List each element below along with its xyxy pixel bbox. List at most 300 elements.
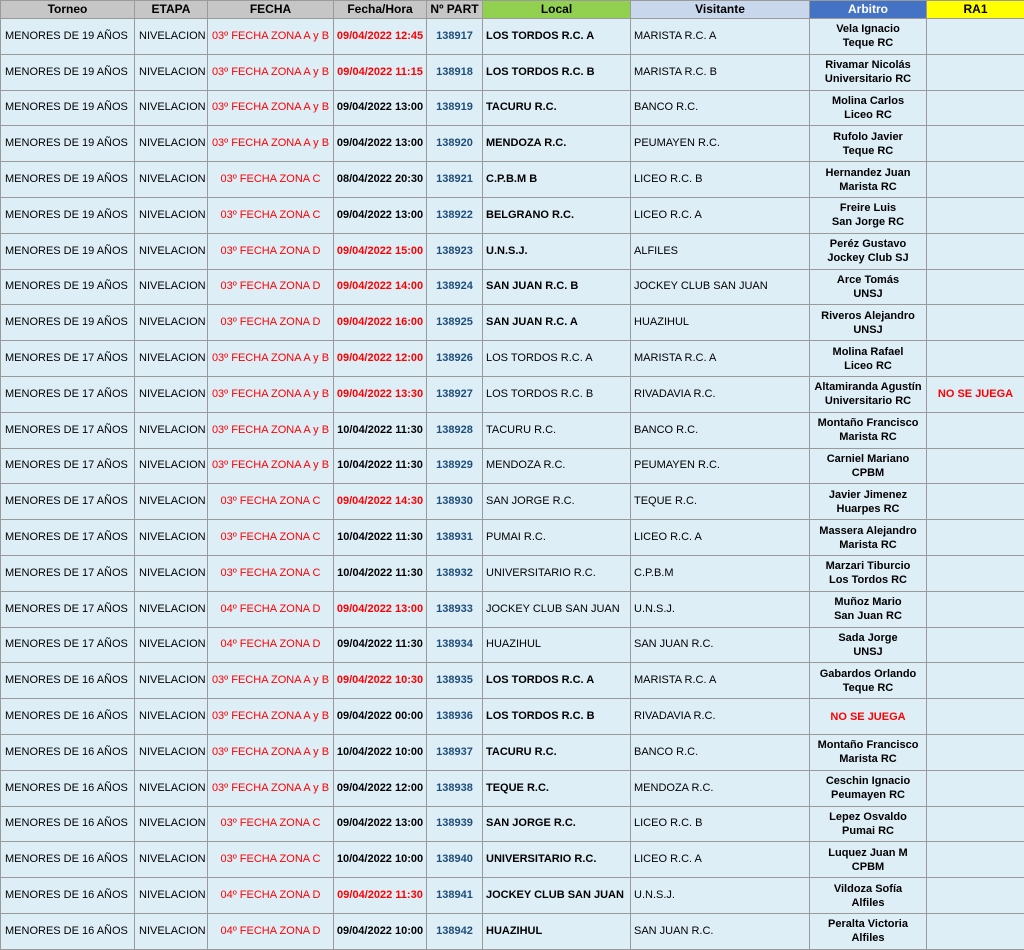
arbitro-name: Javier Jimenez	[810, 488, 926, 502]
table-row	[1, 376, 1024, 412]
cell-visitante[interactable]: RIVADAVIA R.C.	[631, 699, 810, 735]
cell-ra1[interactable]	[927, 126, 1024, 162]
cell-local[interactable]: HUAZIHUL	[483, 627, 631, 663]
arbitro-club: Universitario RC	[810, 394, 926, 408]
cell-local[interactable]: JOCKEY CLUB SAN JUAN	[483, 591, 631, 627]
cell-nro-part[interactable]: 138928	[427, 412, 483, 448]
cell-ra1[interactable]: NO SE JUEGA	[927, 376, 1024, 412]
cell-arbitro[interactable]	[810, 54, 927, 90]
cell-fecha-hora[interactable]: 09/04/2022 15:00	[334, 233, 427, 269]
arbitro-name: Massera Alejandro	[810, 524, 926, 538]
cell-fecha-hora[interactable]: 09/04/2022 11:30	[334, 627, 427, 663]
cell-local[interactable]: LOS TORDOS R.C. A	[483, 663, 631, 699]
cell-fecha[interactable]: 03º FECHA ZONA D	[208, 233, 334, 269]
cell-fecha[interactable]: 03º FECHA ZONA D	[208, 269, 334, 305]
cell-nro-part[interactable]: 138923	[427, 233, 483, 269]
cell-visitante[interactable]: LICEO R.C. A	[631, 197, 810, 233]
cell-ra1[interactable]	[927, 54, 1024, 90]
cell-ra1[interactable]	[927, 842, 1024, 878]
cell-local[interactable]: LOS TORDOS R.C. B	[483, 54, 631, 90]
table-row	[1, 305, 1024, 341]
cell-arbitro[interactable]	[810, 913, 927, 949]
cell-ra1[interactable]	[927, 913, 1024, 949]
cell-visitante[interactable]: ALFILES	[631, 233, 810, 269]
arbitro-name: Rivamar Nicolás	[810, 58, 926, 72]
arbitro-club: Universitario RC	[810, 72, 926, 86]
arbitro-club: UNSJ	[810, 287, 926, 301]
arbitro-club: Jockey Club SJ	[810, 251, 926, 265]
cell-torneo[interactable]: MENORES DE 19 AÑOS	[1, 19, 135, 55]
cell-visitante[interactable]: MARISTA R.C. A	[631, 663, 810, 699]
cell-fecha[interactable]: 03º FECHA ZONA A y B	[208, 90, 334, 126]
table-row	[1, 233, 1024, 269]
cell-ra1[interactable]	[927, 555, 1024, 591]
cell-visitante[interactable]: LICEO R.C. A	[631, 842, 810, 878]
arbitro-club: Alfiles	[810, 931, 926, 945]
cell-ra1[interactable]	[927, 162, 1024, 198]
cell-local[interactable]: MENDOZA R.C.	[483, 448, 631, 484]
arbitro-name: Vildoza Sofía	[810, 882, 926, 896]
cell-fecha-hora[interactable]: 09/04/2022 14:30	[334, 484, 427, 520]
cell-fecha-hora[interactable]: 10/04/2022 11:30	[334, 448, 427, 484]
table-row	[1, 591, 1024, 627]
cell-local[interactable]: TEQUE R.C.	[483, 770, 631, 806]
table-row	[1, 699, 1024, 735]
cell-arbitro[interactable]	[810, 699, 927, 735]
cell-nro-part[interactable]: 138922	[427, 197, 483, 233]
arbitro-club: Marista RC	[810, 538, 926, 552]
arbitro-name: Peralta Victoria	[810, 917, 926, 931]
cell-etapa[interactable]: NIVELACION	[135, 19, 208, 55]
cell-nro-part[interactable]: 138942	[427, 913, 483, 949]
cell-torneo[interactable]: MENORES DE 17 AÑOS	[1, 484, 135, 520]
cell-etapa[interactable]: NIVELACION	[135, 412, 208, 448]
cell-etapa[interactable]: NIVELACION	[135, 162, 208, 198]
cell-nro-part[interactable]: 138925	[427, 305, 483, 341]
cell-etapa[interactable]: NIVELACION	[135, 591, 208, 627]
cell-local[interactable]: SAN JORGE R.C.	[483, 484, 631, 520]
arbitro-club: Alfiles	[810, 896, 926, 910]
arbitro-name: Luquez Juan M	[810, 846, 926, 860]
cell-etapa[interactable]: NIVELACION	[135, 376, 208, 412]
table-row	[1, 412, 1024, 448]
table-row	[1, 19, 1024, 55]
cell-nro-part[interactable]: 138941	[427, 878, 483, 914]
cell-arbitro[interactable]	[810, 269, 927, 305]
cell-ra1[interactable]	[927, 806, 1024, 842]
cell-local[interactable]: JOCKEY CLUB SAN JUAN	[483, 878, 631, 914]
table-row	[1, 520, 1024, 556]
cell-fecha-hora[interactable]: 08/04/2022 20:30	[334, 162, 427, 198]
arbitro-club: CPBM	[810, 860, 926, 874]
cell-visitante[interactable]: U.N.S.J.	[631, 878, 810, 914]
cell-torneo[interactable]: MENORES DE 19 AÑOS	[1, 54, 135, 90]
cell-local[interactable]: BELGRANO R.C.	[483, 197, 631, 233]
table-row	[1, 126, 1024, 162]
cell-fecha[interactable]: 04º FECHA ZONA D	[208, 591, 334, 627]
cell-fecha[interactable]: 03º FECHA ZONA A y B	[208, 699, 334, 735]
cell-torneo[interactable]: MENORES DE 19 AÑOS	[1, 162, 135, 198]
cell-torneo[interactable]: MENORES DE 17 AÑOS	[1, 448, 135, 484]
cell-ra1[interactable]	[927, 412, 1024, 448]
cell-fecha-hora[interactable]: 10/04/2022 11:30	[334, 520, 427, 556]
cell-fecha-hora[interactable]: 09/04/2022 12:00	[334, 341, 427, 377]
table-row	[1, 806, 1024, 842]
table-row	[1, 555, 1024, 591]
cell-torneo[interactable]: MENORES DE 19 AÑOS	[1, 90, 135, 126]
cell-nro-part[interactable]: 138935	[427, 663, 483, 699]
cell-visitante[interactable]: BANCO R.C.	[631, 90, 810, 126]
cell-etapa[interactable]: NIVELACION	[135, 305, 208, 341]
cell-local[interactable]: SAN JORGE R.C.	[483, 806, 631, 842]
header-torneo[interactable]: Torneo	[1, 1, 135, 19]
cell-visitante[interactable]: PEUMAYEN R.C.	[631, 448, 810, 484]
cell-arbitro[interactable]	[810, 90, 927, 126]
cell-fecha-hora[interactable]: 09/04/2022 00:00	[334, 699, 427, 735]
cell-ra1[interactable]	[927, 699, 1024, 735]
arbitro-name: Hernandez Juan	[810, 166, 926, 180]
cell-ra1[interactable]	[927, 233, 1024, 269]
cell-fecha[interactable]: 03º FECHA ZONA C	[208, 162, 334, 198]
header-ra1[interactable]: RA1	[927, 1, 1024, 19]
cell-torneo[interactable]: MENORES DE 16 AÑOS	[1, 878, 135, 914]
cell-fecha[interactable]: 03º FECHA ZONA A y B	[208, 126, 334, 162]
cell-visitante[interactable]: RIVADAVIA R.C.	[631, 376, 810, 412]
cell-fecha-hora[interactable]: 09/04/2022 11:30	[334, 878, 427, 914]
cell-fecha-hora[interactable]: 09/04/2022 13:00	[334, 126, 427, 162]
cell-ra1[interactable]	[927, 341, 1024, 377]
cell-torneo[interactable]: MENORES DE 16 AÑOS	[1, 699, 135, 735]
cell-visitante[interactable]: TEQUE R.C.	[631, 484, 810, 520]
cell-fecha[interactable]: 03º FECHA ZONA A y B	[208, 448, 334, 484]
cell-ra1[interactable]	[927, 627, 1024, 663]
cell-fecha[interactable]: 03º FECHA ZONA C	[208, 806, 334, 842]
cell-visitante[interactable]: BANCO R.C.	[631, 734, 810, 770]
arbitro-name: Peréz Gustavo	[810, 237, 926, 251]
cell-etapa[interactable]: NIVELACION	[135, 197, 208, 233]
cell-nro-part[interactable]: 138936	[427, 699, 483, 735]
cell-ra1[interactable]	[927, 197, 1024, 233]
cell-arbitro[interactable]	[810, 162, 927, 198]
table-row	[1, 734, 1024, 770]
cell-visitante[interactable]: LICEO R.C. B	[631, 162, 810, 198]
cell-local[interactable]: UNIVERSITARIO R.C.	[483, 555, 631, 591]
cell-local[interactable]: TACURU R.C.	[483, 90, 631, 126]
cell-fecha[interactable]: 03º FECHA ZONA A y B	[208, 734, 334, 770]
cell-torneo[interactable]: MENORES DE 16 AÑOS	[1, 913, 135, 949]
cell-etapa[interactable]: NIVELACION	[135, 341, 208, 377]
cell-fecha[interactable]: 03º FECHA ZONA A y B	[208, 412, 334, 448]
cell-nro-part[interactable]: 138924	[427, 269, 483, 305]
cell-torneo[interactable]: MENORES DE 19 AÑOS	[1, 269, 135, 305]
cell-visitante[interactable]: MENDOZA R.C.	[631, 770, 810, 806]
cell-visitante[interactable]: JOCKEY CLUB SAN JUAN	[631, 269, 810, 305]
table-row	[1, 197, 1024, 233]
arbitro-name: Altamiranda Agustín	[810, 380, 926, 394]
cell-torneo[interactable]: MENORES DE 16 AÑOS	[1, 663, 135, 699]
cell-ra1[interactable]	[927, 484, 1024, 520]
cell-nro-part[interactable]: 138927	[427, 376, 483, 412]
cell-arbitro[interactable]	[810, 412, 927, 448]
cell-local[interactable]: SAN JUAN R.C. A	[483, 305, 631, 341]
cell-fecha-hora[interactable]: 10/04/2022 10:00	[334, 734, 427, 770]
cell-fecha-hora[interactable]: 09/04/2022 10:30	[334, 663, 427, 699]
cell-local[interactable]: HUAZIHUL	[483, 913, 631, 949]
cell-ra1[interactable]	[927, 269, 1024, 305]
cell-arbitro[interactable]	[810, 842, 927, 878]
cell-arbitro[interactable]	[810, 341, 927, 377]
cell-fecha-hora[interactable]: 09/04/2022 12:00	[334, 770, 427, 806]
cell-local[interactable]: TACURU R.C.	[483, 734, 631, 770]
cell-fecha-hora[interactable]: 10/04/2022 11:30	[334, 555, 427, 591]
cell-nro-part[interactable]: 138937	[427, 734, 483, 770]
cell-etapa[interactable]: NIVELACION	[135, 663, 208, 699]
cell-fecha[interactable]: 04º FECHA ZONA D	[208, 878, 334, 914]
cell-nro-part[interactable]: 138933	[427, 591, 483, 627]
cell-torneo[interactable]: MENORES DE 17 AÑOS	[1, 591, 135, 627]
cell-arbitro[interactable]	[810, 19, 927, 55]
cell-fecha-hora[interactable]: 09/04/2022 12:45	[334, 19, 427, 55]
header-visitante[interactable]: Visitante	[631, 1, 810, 19]
arbitro-club: Marista RC	[810, 752, 926, 766]
cell-local[interactable]: LOS TORDOS R.C. A	[483, 19, 631, 55]
cell-fecha-hora[interactable]: 10/04/2022 10:00	[334, 842, 427, 878]
cell-nro-part[interactable]: 138934	[427, 627, 483, 663]
cell-nro-part[interactable]: 138929	[427, 448, 483, 484]
cell-arbitro[interactable]	[810, 770, 927, 806]
cell-torneo[interactable]: MENORES DE 16 AÑOS	[1, 806, 135, 842]
cell-visitante[interactable]: MARISTA R.C. A	[631, 341, 810, 377]
cell-arbitro[interactable]	[810, 806, 927, 842]
cell-fecha-hora[interactable]: 10/04/2022 11:30	[334, 412, 427, 448]
cell-local[interactable]: UNIVERSITARIO R.C.	[483, 842, 631, 878]
table-row	[1, 770, 1024, 806]
cell-ra1[interactable]	[927, 19, 1024, 55]
cell-fecha[interactable]: 03º FECHA ZONA C	[208, 555, 334, 591]
cell-fecha[interactable]: 03º FECHA ZONA C	[208, 842, 334, 878]
cell-etapa[interactable]: NIVELACION	[135, 54, 208, 90]
cell-etapa[interactable]: NIVELACION	[135, 484, 208, 520]
cell-etapa[interactable]: NIVELACION	[135, 520, 208, 556]
cell-torneo[interactable]: MENORES DE 16 AÑOS	[1, 770, 135, 806]
arbitro-club: Peumayen RC	[810, 788, 926, 802]
cell-arbitro[interactable]	[810, 878, 927, 914]
arbitro-name: Montaño Francisco	[810, 416, 926, 430]
cell-etapa[interactable]: NIVELACION	[135, 126, 208, 162]
arbitro-club: Pumai RC	[810, 824, 926, 838]
cell-etapa[interactable]: NIVELACION	[135, 555, 208, 591]
header-nro-part[interactable]: Nº PART	[427, 1, 483, 19]
arbitro-club: Liceo RC	[810, 108, 926, 122]
cell-visitante[interactable]: C.P.B.M	[631, 555, 810, 591]
table-row	[1, 913, 1024, 949]
cell-ra1[interactable]	[927, 734, 1024, 770]
cell-fecha-hora[interactable]: 09/04/2022 13:00	[334, 806, 427, 842]
arbitro-club: Marista RC	[810, 180, 926, 194]
cell-fecha-hora[interactable]: 09/04/2022 11:15	[334, 54, 427, 90]
cell-ra1[interactable]	[927, 520, 1024, 556]
header-fecha-hora[interactable]: Fecha/Hora	[334, 1, 427, 19]
header-fecha[interactable]: FECHA	[208, 1, 334, 19]
cell-torneo[interactable]: MENORES DE 19 AÑOS	[1, 233, 135, 269]
cell-torneo[interactable]: MENORES DE 19 AÑOS	[1, 305, 135, 341]
arbitro-club: Teque RC	[810, 144, 926, 158]
cell-nro-part[interactable]: 138919	[427, 90, 483, 126]
header-local[interactable]: Local	[483, 1, 631, 19]
cell-arbitro[interactable]	[810, 197, 927, 233]
cell-fecha-hora[interactable]: 09/04/2022 10:00	[334, 913, 427, 949]
cell-local[interactable]: LOS TORDOS R.C. A	[483, 341, 631, 377]
table-row	[1, 842, 1024, 878]
cell-ra1[interactable]	[927, 591, 1024, 627]
arbitro-club: Teque RC	[810, 681, 926, 695]
cell-visitante[interactable]: LICEO R.C. B	[631, 806, 810, 842]
cell-torneo[interactable]: MENORES DE 17 AÑOS	[1, 520, 135, 556]
cell-etapa[interactable]: NIVELACION	[135, 448, 208, 484]
cell-fecha-hora[interactable]: 09/04/2022 14:00	[334, 269, 427, 305]
arbitro-club: UNSJ	[810, 323, 926, 337]
arbitro-name: Muñoz Mario	[810, 595, 926, 609]
cell-nro-part[interactable]: 138940	[427, 842, 483, 878]
cell-ra1[interactable]	[927, 878, 1024, 914]
cell-arbitro[interactable]	[810, 734, 927, 770]
arbitro-name: Marzari Tiburcio	[810, 559, 926, 573]
arbitro-name: Molina Carlos	[810, 94, 926, 108]
cell-etapa[interactable]: NIVELACION	[135, 627, 208, 663]
cell-ra1[interactable]	[927, 305, 1024, 341]
cell-fecha[interactable]: 03º FECHA ZONA A y B	[208, 54, 334, 90]
cell-fecha[interactable]: 03º FECHA ZONA C	[208, 197, 334, 233]
cell-fecha[interactable]: 03º FECHA ZONA D	[208, 305, 334, 341]
cell-arbitro[interactable]	[810, 448, 927, 484]
table-row	[1, 878, 1024, 914]
header-arbitro[interactable]: Arbitro	[810, 1, 927, 19]
cell-etapa[interactable]: NIVELACION	[135, 90, 208, 126]
cell-fecha[interactable]: 03º FECHA ZONA C	[208, 484, 334, 520]
cell-fecha[interactable]: 04º FECHA ZONA D	[208, 627, 334, 663]
cell-etapa[interactable]: NIVELACION	[135, 913, 208, 949]
cell-fecha[interactable]: 04º FECHA ZONA D	[208, 913, 334, 949]
table-row	[1, 448, 1024, 484]
cell-fecha-hora[interactable]: 09/04/2022 13:00	[334, 197, 427, 233]
cell-fecha-hora[interactable]: 09/04/2022 13:30	[334, 376, 427, 412]
cell-torneo[interactable]: MENORES DE 17 AÑOS	[1, 555, 135, 591]
header-etapa[interactable]: ETAPA	[135, 1, 208, 19]
cell-etapa[interactable]: NIVELACION	[135, 878, 208, 914]
cell-local[interactable]: MENDOZA R.C.	[483, 126, 631, 162]
cell-visitante[interactable]: U.N.S.J.	[631, 591, 810, 627]
cell-visitante[interactable]: MARISTA R.C. A	[631, 19, 810, 55]
cell-nro-part[interactable]: 138920	[427, 126, 483, 162]
arbitro-name: Arce Tomás	[810, 273, 926, 287]
cell-visitante[interactable]: PEUMAYEN R.C.	[631, 126, 810, 162]
cell-etapa[interactable]: NIVELACION	[135, 233, 208, 269]
cell-visitante[interactable]: SAN JUAN R.C.	[631, 627, 810, 663]
cell-local[interactable]: TACURU R.C.	[483, 412, 631, 448]
cell-fecha-hora[interactable]: 09/04/2022 13:00	[334, 90, 427, 126]
cell-local[interactable]: SAN JUAN R.C. B	[483, 269, 631, 305]
cell-etapa[interactable]: NIVELACION	[135, 770, 208, 806]
cell-arbitro[interactable]	[810, 591, 927, 627]
cell-nro-part[interactable]: 138939	[427, 806, 483, 842]
cell-nro-part[interactable]: 138930	[427, 484, 483, 520]
cell-arbitro[interactable]	[810, 663, 927, 699]
cell-nro-part[interactable]: 138926	[427, 341, 483, 377]
cell-fecha[interactable]: 03º FECHA ZONA A y B	[208, 341, 334, 377]
cell-torneo[interactable]: MENORES DE 16 AÑOS	[1, 842, 135, 878]
cell-torneo[interactable]: MENORES DE 17 AÑOS	[1, 627, 135, 663]
cell-visitante[interactable]: MARISTA R.C. B	[631, 54, 810, 90]
cell-torneo[interactable]: MENORES DE 17 AÑOS	[1, 376, 135, 412]
cell-arbitro[interactable]	[810, 555, 927, 591]
cell-fecha[interactable]: 03º FECHA ZONA A y B	[208, 19, 334, 55]
arbitro-name: Molina Rafael	[810, 345, 926, 359]
cell-nro-part[interactable]: 138932	[427, 555, 483, 591]
cell-local[interactable]: LOS TORDOS R.C. B	[483, 376, 631, 412]
cell-local[interactable]: PUMAI R.C.	[483, 520, 631, 556]
cell-fecha-hora[interactable]: 09/04/2022 16:00	[334, 305, 427, 341]
cell-etapa[interactable]: NIVELACION	[135, 806, 208, 842]
cell-arbitro[interactable]	[810, 520, 927, 556]
cell-ra1[interactable]	[927, 663, 1024, 699]
cell-ra1[interactable]	[927, 770, 1024, 806]
cell-fecha[interactable]: 03º FECHA ZONA C	[208, 520, 334, 556]
cell-nro-part[interactable]: 138938	[427, 770, 483, 806]
cell-visitante[interactable]: SAN JUAN R.C.	[631, 913, 810, 949]
cell-arbitro[interactable]	[810, 484, 927, 520]
cell-torneo[interactable]: MENORES DE 17 AÑOS	[1, 412, 135, 448]
cell-fecha-hora[interactable]: 09/04/2022 13:00	[334, 591, 427, 627]
cell-etapa[interactable]: NIVELACION	[135, 699, 208, 735]
cell-arbitro[interactable]	[810, 233, 927, 269]
cell-visitante[interactable]: BANCO R.C.	[631, 412, 810, 448]
cell-visitante[interactable]: LICEO R.C. A	[631, 520, 810, 556]
arbitro-club: Marista RC	[810, 430, 926, 444]
arbitro-club: San Jorge RC	[810, 215, 926, 229]
cell-nro-part[interactable]: 138918	[427, 54, 483, 90]
cell-etapa[interactable]: NIVELACION	[135, 842, 208, 878]
cell-arbitro[interactable]	[810, 627, 927, 663]
cell-arbitro[interactable]	[810, 305, 927, 341]
cell-torneo[interactable]: MENORES DE 19 AÑOS	[1, 197, 135, 233]
cell-torneo[interactable]: MENORES DE 17 AÑOS	[1, 341, 135, 377]
cell-etapa[interactable]: NIVELACION	[135, 269, 208, 305]
table-row	[1, 484, 1024, 520]
cell-torneo[interactable]: MENORES DE 16 AÑOS	[1, 734, 135, 770]
cell-etapa[interactable]: NIVELACION	[135, 734, 208, 770]
arbitro-name: Montaño Francisco	[810, 738, 926, 752]
cell-fecha[interactable]: 03º FECHA ZONA A y B	[208, 770, 334, 806]
cell-fecha[interactable]: 03º FECHA ZONA A y B	[208, 663, 334, 699]
cell-local[interactable]: LOS TORDOS R.C. B	[483, 699, 631, 735]
cell-local[interactable]: C.P.B.M B	[483, 162, 631, 198]
cell-nro-part[interactable]: 138931	[427, 520, 483, 556]
cell-nro-part[interactable]: 138917	[427, 19, 483, 55]
arbitro-name: Ceschin Ignacio	[810, 774, 926, 788]
cell-nro-part[interactable]: 138921	[427, 162, 483, 198]
cell-ra1[interactable]	[927, 90, 1024, 126]
arbitro-name: Riveros Alejandro	[810, 309, 926, 323]
cell-visitante[interactable]: HUAZIHUL	[631, 305, 810, 341]
cell-arbitro[interactable]	[810, 126, 927, 162]
cell-arbitro[interactable]	[810, 376, 927, 412]
cell-fecha[interactable]: 03º FECHA ZONA A y B	[208, 376, 334, 412]
table-row	[1, 269, 1024, 305]
cell-ra1[interactable]	[927, 448, 1024, 484]
cell-torneo[interactable]: MENORES DE 19 AÑOS	[1, 126, 135, 162]
table-row	[1, 341, 1024, 377]
cell-local[interactable]: U.N.S.J.	[483, 233, 631, 269]
